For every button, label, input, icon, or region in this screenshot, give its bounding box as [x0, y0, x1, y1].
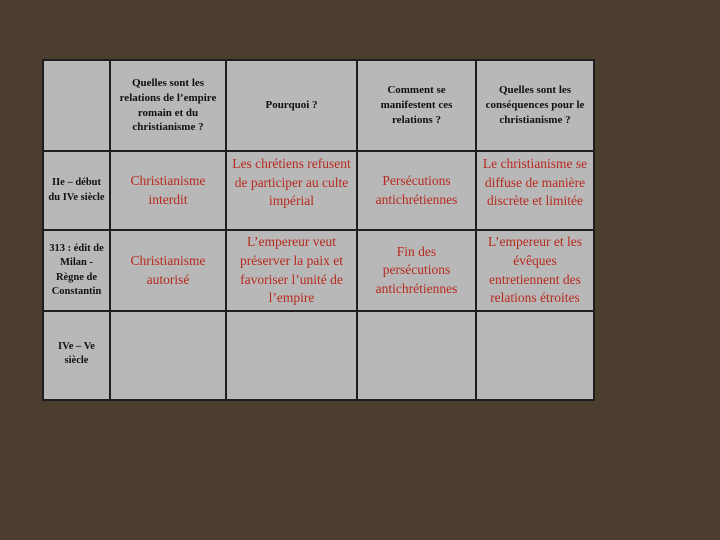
header-why: Pourquoi ?: [265, 99, 318, 112]
row-period: IIe – début du IVe siècle: [48, 177, 105, 203]
header-corner: [44, 61, 109, 150]
answer-cell: Les chrétiens refusent de participer au culte impérial: [232, 156, 351, 209]
row-period: IVe – Ve siècle: [58, 341, 95, 367]
answer-cell: [358, 312, 475, 399]
answer-cell: Fin des persécutions antichrétiennes: [375, 243, 458, 296]
answer-cell: Christianisme interdit: [130, 172, 206, 207]
answer-cell: [111, 312, 225, 399]
row-period: 313 : édit de Milan - Règne de Constantin: [49, 243, 104, 297]
header-consequences: Quelles sont les conséquences pour le christianisme ?: [485, 84, 585, 126]
header-relations: Quelles sont les relations de l’empire romain et du christianisme ?: [119, 76, 217, 134]
answer-cell: Christianisme autorisé: [130, 252, 206, 287]
answer-cell: L’empereur veut préserver la paix et favoriser l’unité de l’empire: [239, 234, 344, 306]
history-table: [42, 59, 595, 401]
answer-cell: Le christianisme se diffuse de manière discrète et limitée: [482, 156, 588, 209]
answer-cell: Persécutions antichrétiennes: [375, 172, 458, 207]
answer-cell: [477, 312, 593, 399]
answer-cell: L’empereur et les évêques entretiennent des relations étroites: [488, 234, 582, 306]
header-how: Comment se manifestent ces relations ?: [380, 84, 453, 126]
answer-cell: [227, 312, 356, 399]
